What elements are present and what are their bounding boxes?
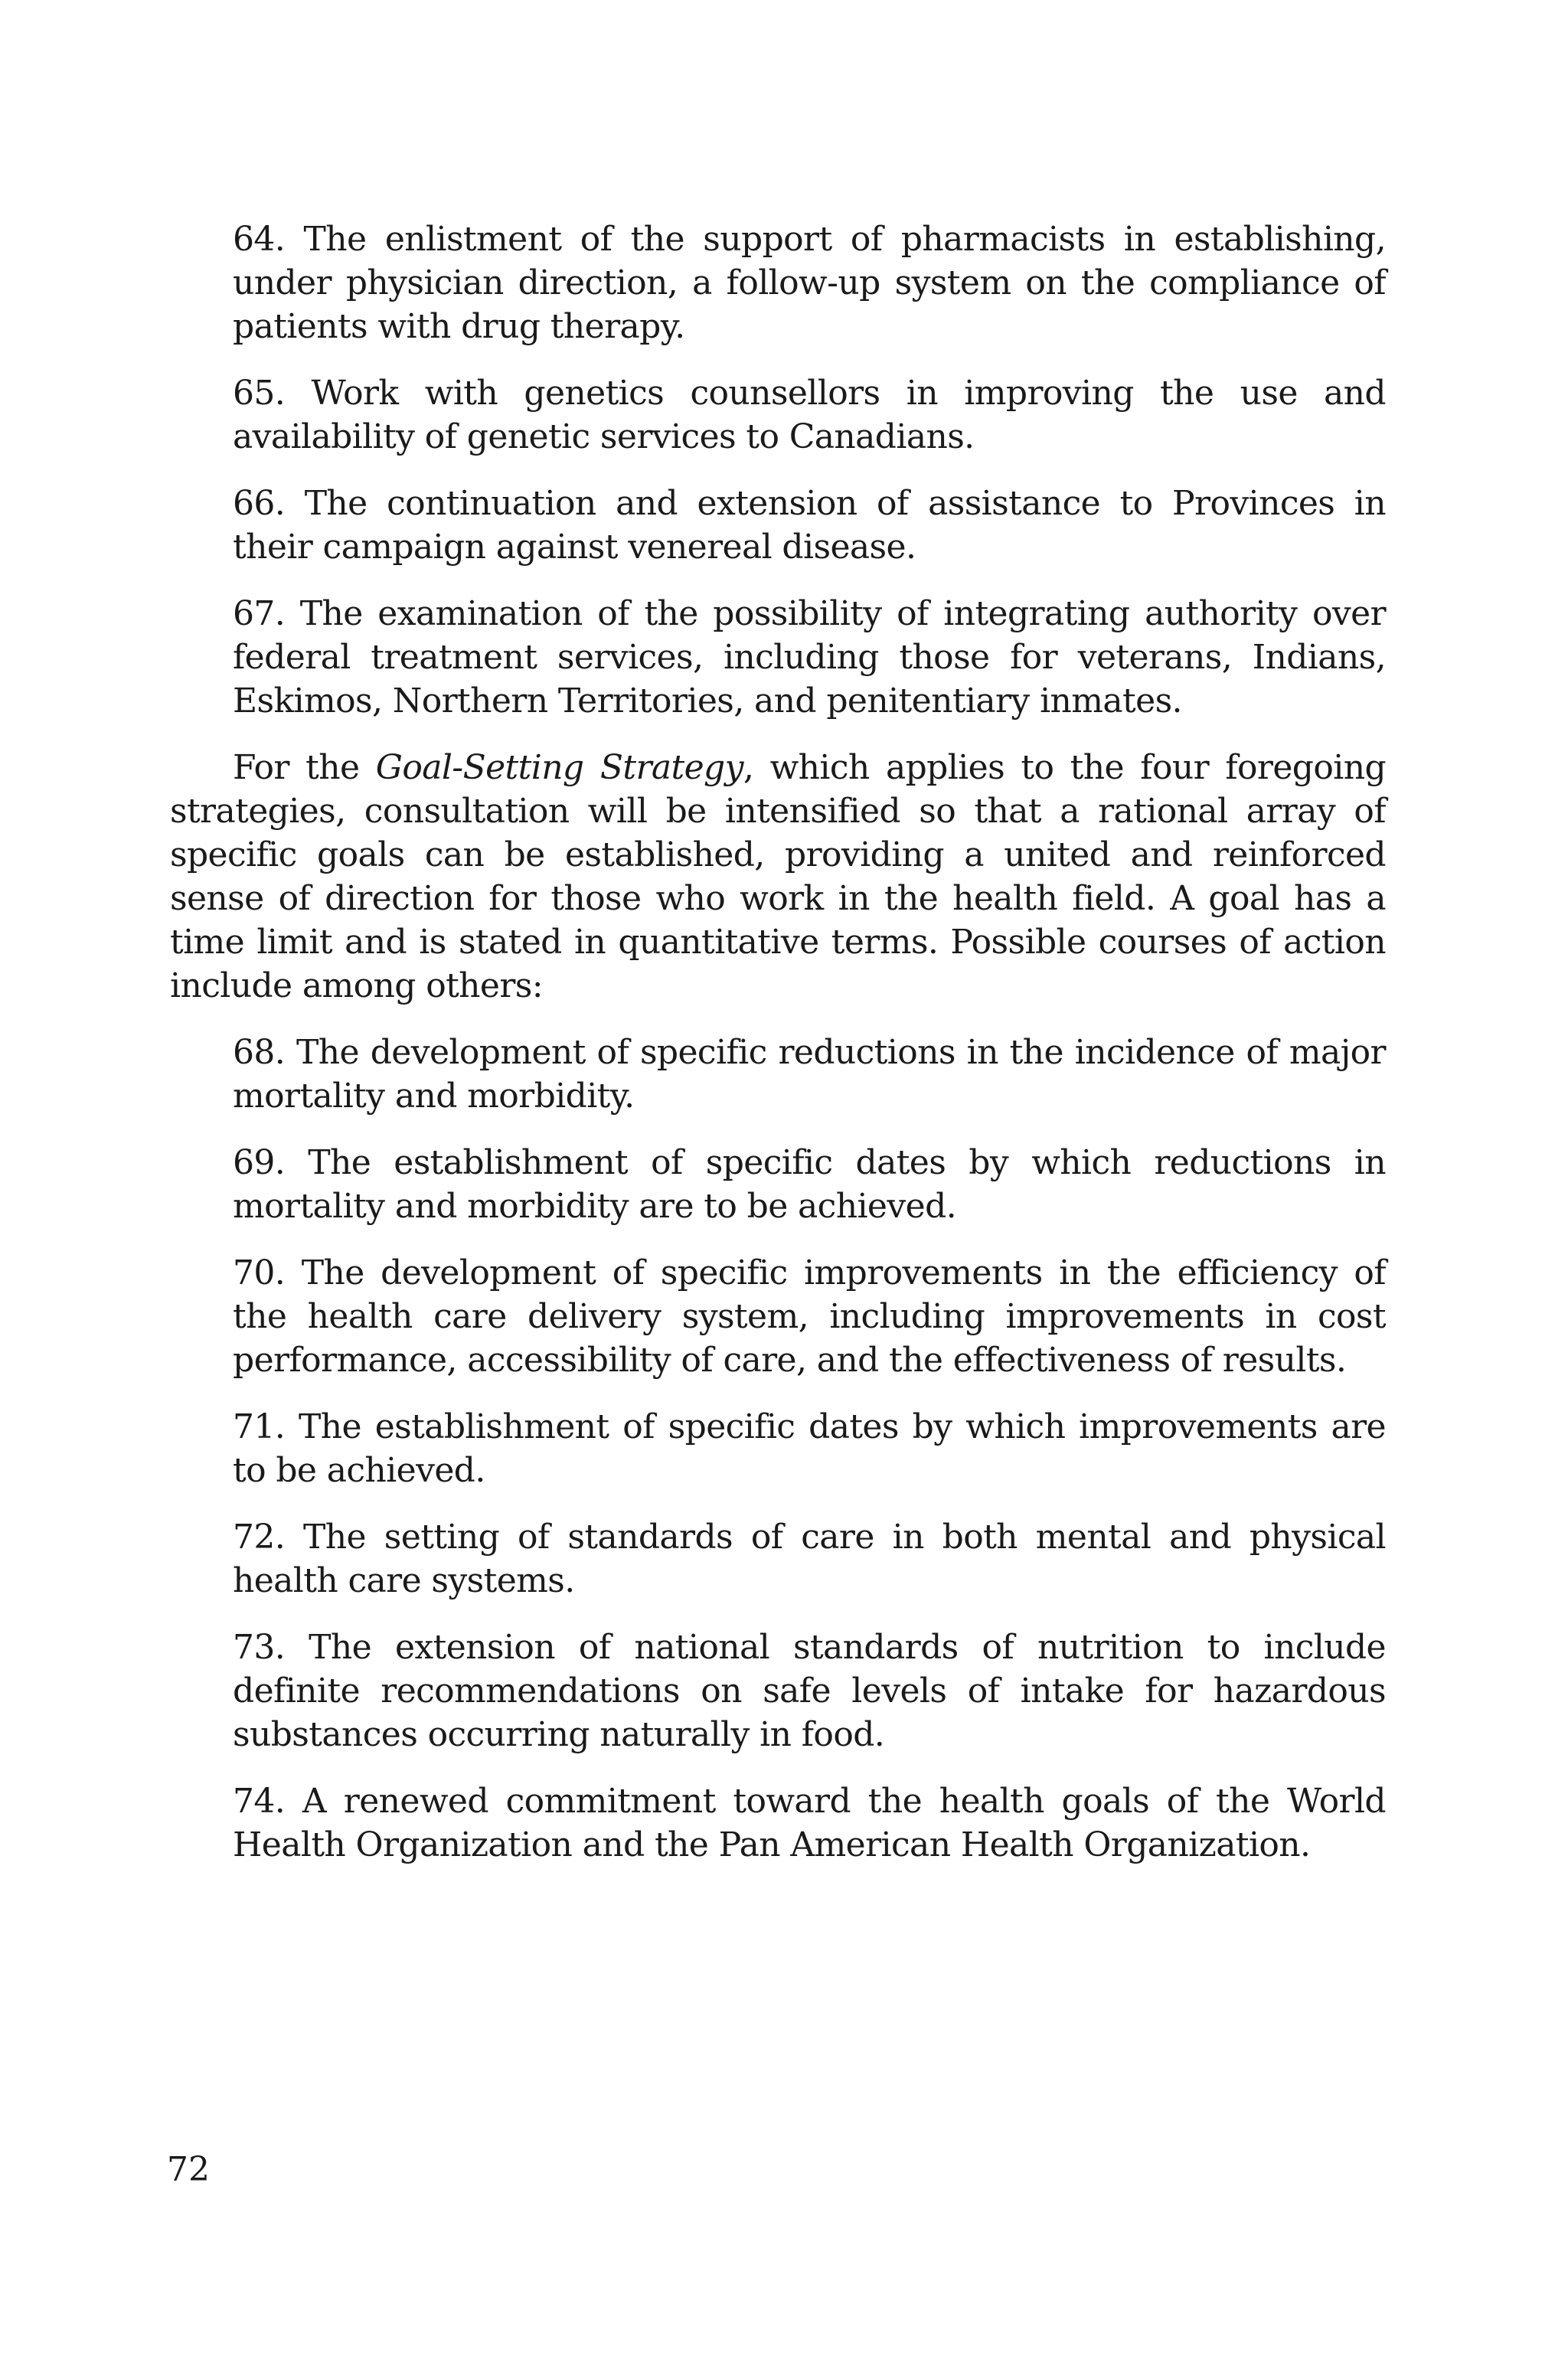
list-item-71 xyxy=(170,1405,1386,1492)
item-number: 65. xyxy=(233,374,286,413)
item-number: 72. xyxy=(233,1518,286,1557)
list-item-65 xyxy=(170,371,1386,459)
list-item-64 xyxy=(170,217,1386,348)
list-item-68 xyxy=(170,1031,1386,1118)
item-number: 69. xyxy=(233,1143,286,1182)
item-text: The continuation and extension of assistance to Provinces in their campaign against venereal disease. xyxy=(233,484,1386,567)
item-text: The setting of standards of care in both mental and physical health care systems. xyxy=(233,1518,1387,1600)
paragraph-lead: For the xyxy=(233,748,360,787)
item-number: 68. xyxy=(233,1033,286,1072)
paragraph-body: , which applies to the four foregoing strategies, consultation will be intensified so that a rational array of specific goals can be established, providing a united and reinforced sense of direction for those who work in the health field. A goal has a time limit and is stated in quantitative terms. Possible courses of action include among others: xyxy=(170,748,1387,1005)
item-text: The enlistment of the support of pharmacists in establishing, under physician direction, a follow-up system on the compliance of patients with drug therapy. xyxy=(233,220,1386,346)
list-item-73 xyxy=(170,1626,1386,1756)
list-item-69 xyxy=(170,1141,1386,1228)
item-text: The examination of the possibility of integrating authority over federal treatment services, including those for veterans, Indians, Eskimos, Northern Territories, and penitentiary inmates. xyxy=(233,594,1386,721)
body-text xyxy=(170,217,1386,1890)
item-number: 67. xyxy=(233,594,286,633)
item-number: 64. xyxy=(233,220,286,259)
item-number: 66. xyxy=(233,484,286,523)
item-text: Work with genetics counsellors in improving the use and availability of genetic services to Canadians. xyxy=(233,374,1386,456)
item-text: The establishment of specific dates by which reductions in mortality and morbidity are to be achieved. xyxy=(233,1143,1386,1226)
list-item-70 xyxy=(170,1251,1386,1382)
item-number: 73. xyxy=(233,1628,286,1667)
paragraph-emphasis: Goal-Setting Strategy xyxy=(375,748,743,787)
list-item-66 xyxy=(170,482,1386,569)
goal-setting-paragraph xyxy=(170,746,1386,1008)
list-item-74 xyxy=(170,1779,1386,1867)
list-item-72 xyxy=(170,1515,1386,1603)
item-number: 74. xyxy=(233,1782,286,1821)
item-text: The development of specific reductions in the incidence of major mortality and morbidity. xyxy=(233,1033,1386,1116)
item-text: The development of specific improvements in the efficiency of the health care delivery system, including improvements in cost performance, accessibility of care, and the effectiveness of results. xyxy=(233,1253,1386,1380)
item-text: A renewed commitment toward the health goals of the World Health Organization and the Pan American Health Organization. xyxy=(233,1782,1386,1864)
list-item-67 xyxy=(170,592,1386,723)
item-number: 71. xyxy=(233,1407,286,1446)
item-text: The establishment of specific dates by which improvements are to be achieved. xyxy=(233,1407,1386,1490)
item-text: The extension of national standards of nutrition to include definite recommendations on safe levels of intake for hazardous substances occurring naturally in food. xyxy=(233,1628,1386,1754)
item-number: 70. xyxy=(233,1253,286,1292)
page-number: 72 xyxy=(167,2150,210,2189)
